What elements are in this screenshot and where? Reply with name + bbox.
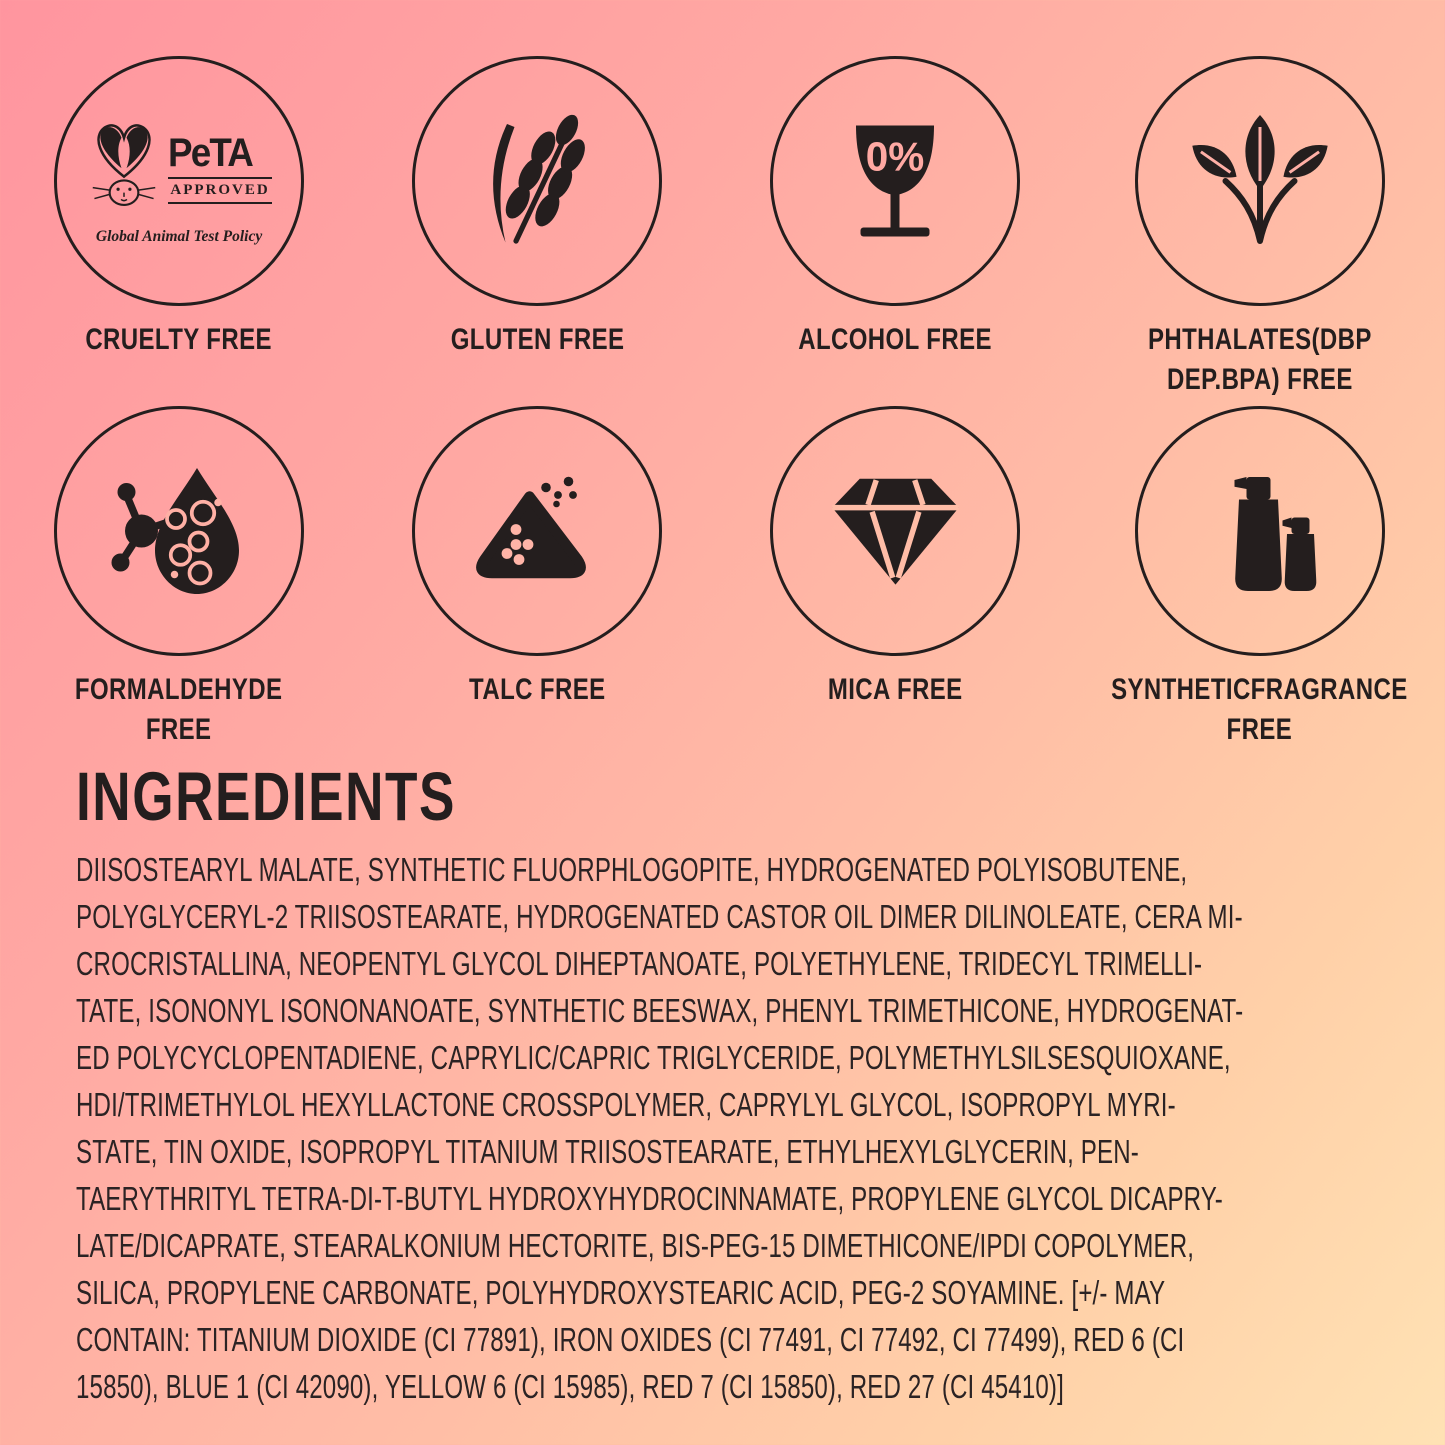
ingredients-line: DIISOSTEARYL MALATE, SYNTHETIC FLUORPHLOGOPITE, HYDROGENATED POLYISOBUTENE, xyxy=(76,851,1188,888)
badge-gluten-free xyxy=(358,56,716,406)
zero-percent-text: 0% xyxy=(865,133,925,180)
badge-alcohol-free xyxy=(716,56,1074,406)
ingredients-line: TATE, ISONONYL ISONONANOATE, SYNTHETIC BEESWAX, PHENYL TRIMETHICONE, HYDROGENAT- xyxy=(76,992,1244,1029)
ingredients-line: STATE, TIN OXIDE, ISOPROPYL TITANIUM TRIISOSTEARATE, ETHYLHEXYLGLYCERIN, PEN- xyxy=(76,1133,1139,1170)
ingredients-list xyxy=(76,846,1445,1410)
badge-circle xyxy=(412,56,662,306)
badge-label-gluten-free: GLUTEN FREE xyxy=(450,323,625,356)
ingredients-line: LATE/DICAPRATE, STEARALKONIUM HECTORITE, BIS-PEG-15 DIMETHICONE/IPDI COPOLYMER, xyxy=(76,1227,1195,1264)
badge-circle xyxy=(1135,406,1385,656)
ingredients-line: CROCRISTALLINA, NEOPENTYL GLYCOL DIHEPTANOATE, POLYETHYLENE, TRIDECYL TRIMELLI- xyxy=(76,945,1203,982)
ingredients-line: ED POLYCYCLOPENTADIENE, CAPRYLIC/CAPRIC TRIGLYCERIDE, POLYMETHYLSILSESQUIOXANE, xyxy=(76,1039,1231,1076)
diamond-icon xyxy=(813,461,978,601)
wheat-ear-icon xyxy=(462,106,612,256)
badge-label-mica-free: MICA FREE xyxy=(827,673,963,706)
badge-label-alcohol-free: ALCOHOL FREE xyxy=(798,323,993,356)
badge-label-phthalates-free: PHTHALATES(DBP DEP.BPA) FREE xyxy=(1147,323,1372,396)
ingredients-heading: INGREDIENTS xyxy=(76,758,457,835)
ingredients-line: HDI/TRIMETHYLOL HEXYLLACTONE CROSSPOLYMER, CAPRYLYL GLYCOL, ISOPROPYL MYRI- xyxy=(76,1086,1176,1123)
badge-label-synthetic-fragrance-free: SYNTHETICFRAGRANCE FREE xyxy=(1111,673,1408,746)
peta-tagline-text: Global Animal Test Policy xyxy=(95,227,263,245)
peta-approved-stamp xyxy=(76,117,282,246)
badge-talc-free xyxy=(358,406,716,756)
peta-approved-text: APPROVED xyxy=(168,177,271,204)
badge-circle xyxy=(54,56,304,306)
spray-bottles-icon xyxy=(1185,456,1335,606)
badge-formaldehyde-free xyxy=(0,406,358,756)
badge-label-cruelty-free: CRUELTY FREE xyxy=(85,323,273,356)
ingredients-line: SILICA, PROPYLENE CARBONATE, POLYHYDROXYSTEARIC ACID, PEG-2 SOYAMINE. [+/- MAY xyxy=(76,1274,1166,1311)
free-claims-badge-grid xyxy=(0,56,1445,756)
badge-circle xyxy=(54,406,304,656)
badge-phthalates-free xyxy=(1074,56,1445,406)
ingredients-line: 15850), BLUE 1 (CI 42090), YELLOW 6 (CI 15985), RED 7 (CI 15850), RED 27 (CI 45410)] xyxy=(76,1368,1064,1405)
peta-brand-text: PeTA xyxy=(168,131,253,175)
powder-pile-icon xyxy=(462,456,612,606)
badge-circle xyxy=(412,406,662,656)
badge-circle xyxy=(770,406,1020,656)
wine-glass-icon xyxy=(820,106,970,256)
droplet-molecule-icon xyxy=(104,456,254,606)
badge-mica-free xyxy=(716,406,1074,756)
badge-label-formaldehyde-free: FORMALDEHYDE FREE xyxy=(75,673,283,746)
badge-label-talc-free: TALC FREE xyxy=(468,673,606,706)
peta-rabbit-heart-icon xyxy=(86,117,162,221)
ingredients-line: CONTAIN: TITANIUM DIOXIDE (CI 77891), IRON OXIDES (CI 77491, CI 77492, CI 77499), RED 6 (CI xyxy=(76,1321,1185,1358)
badge-circle xyxy=(770,56,1020,306)
badge-circle xyxy=(1135,56,1385,306)
badge-cruelty-free xyxy=(0,56,358,406)
badge-synthetic-fragrance-free xyxy=(1074,406,1445,756)
three-leaves-icon xyxy=(1185,106,1335,256)
ingredients-line: POLYGLYCERYL-2 TRIISOSTEARATE, HYDROGENATED CASTOR OIL DIMER DILINOLEATE, CERA MI- xyxy=(76,898,1243,935)
ingredients-line: TAERYTHRITYL TETRA-DI-T-BUTYL HYDROXYHYDROCINNAMATE, PROPYLENE GLYCOL DICAPRY- xyxy=(76,1180,1223,1217)
